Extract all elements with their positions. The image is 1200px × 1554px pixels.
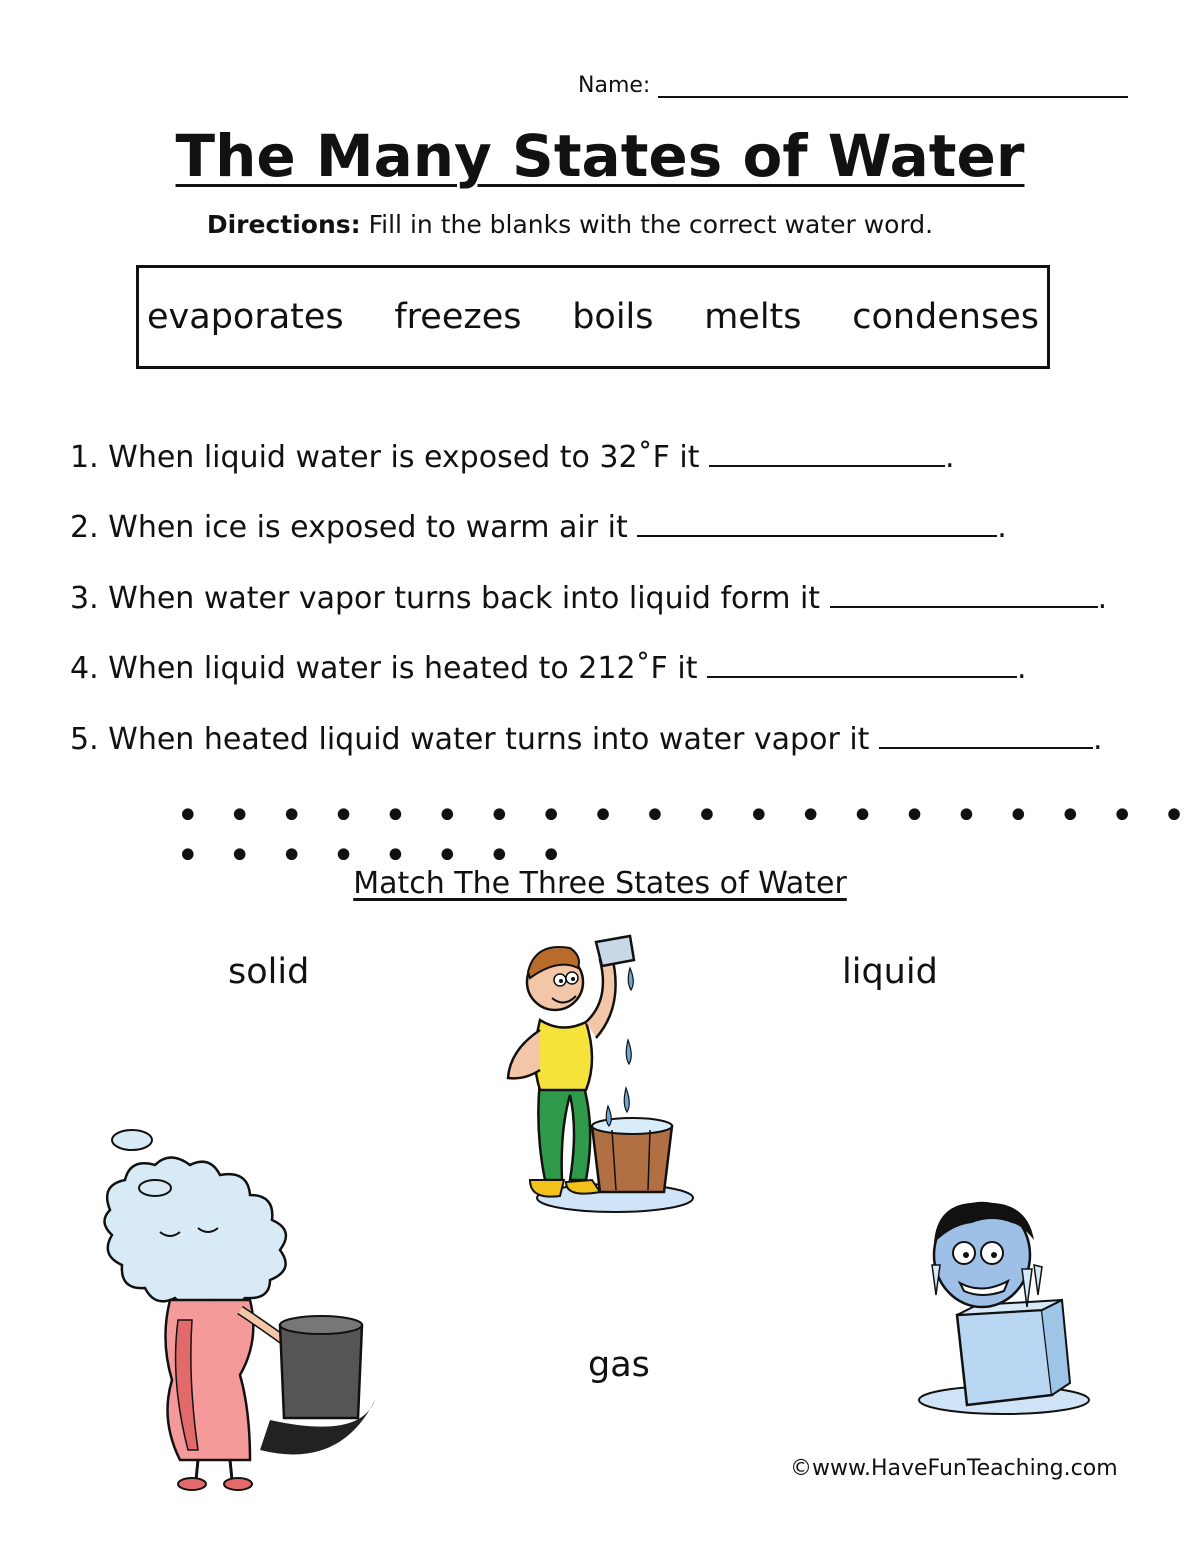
- boy-pouring-water-illustration[interactable]: [500, 930, 695, 1220]
- question-1: [70, 440, 955, 475]
- question-2: [70, 510, 1007, 545]
- name-blank[interactable]: [658, 70, 1128, 98]
- question-text: 1. When liquid water is exposed to 32˚F it: [70, 440, 700, 475]
- name-label: Name:: [578, 73, 651, 98]
- question-text: 5. When heated liquid water turns into water vapor it: [70, 722, 870, 757]
- question-5: [70, 722, 1103, 757]
- question-period: .: [945, 440, 955, 475]
- word-bank-item: evaporates: [147, 297, 344, 337]
- word-bank-item: freezes: [394, 297, 522, 337]
- directions-label: Directions:: [206, 210, 361, 239]
- answer-blank[interactable]: [707, 652, 1017, 678]
- word-bank-item: melts: [704, 297, 802, 337]
- answer-blank[interactable]: [879, 723, 1093, 749]
- word-bank-item: boils: [572, 297, 654, 337]
- question-text: 2. When ice is exposed to warm air it: [70, 510, 628, 545]
- question-3: [70, 581, 1107, 616]
- question-4: [70, 651, 1027, 686]
- directions: [0, 210, 1140, 239]
- page-title-text: The Many States of Water: [175, 122, 1025, 190]
- question-text: 4. When liquid water is heated to 212˚F it: [70, 651, 698, 686]
- label-solid[interactable]: solid: [228, 952, 310, 992]
- question-text: 3. When water vapor turns back into liquid form it: [70, 581, 821, 616]
- question-period: .: [1097, 581, 1108, 616]
- question-period: .: [1017, 651, 1027, 686]
- word-bank-item: condenses: [852, 297, 1039, 337]
- matching-title: [0, 866, 1200, 901]
- copyright-footer: ©www.HaveFunTeaching.com: [790, 1456, 1118, 1481]
- woman-steam-pot-illustration[interactable]: [100, 1150, 390, 1495]
- word-bank: [136, 265, 1050, 369]
- label-gas[interactable]: gas: [588, 1345, 650, 1385]
- page-title: [0, 122, 1200, 190]
- answer-blank[interactable]: [830, 582, 1098, 608]
- frozen-boy-ice-illustration[interactable]: [912, 1195, 1097, 1420]
- directions-text: Fill in the blanks with the correct water word.: [368, 210, 934, 239]
- matching-title-text: Match The Three States of Water: [353, 866, 847, 901]
- answer-blank[interactable]: [637, 511, 997, 537]
- name-field[interactable]: [578, 70, 1128, 98]
- question-period: .: [1092, 722, 1103, 757]
- answer-blank[interactable]: [709, 441, 945, 467]
- label-liquid[interactable]: liquid: [842, 952, 938, 992]
- question-period: .: [997, 510, 1007, 545]
- dotted-divider: • • • • • • • • • • • • • • • • • • • • • • • • • • • •: [176, 793, 1194, 879]
